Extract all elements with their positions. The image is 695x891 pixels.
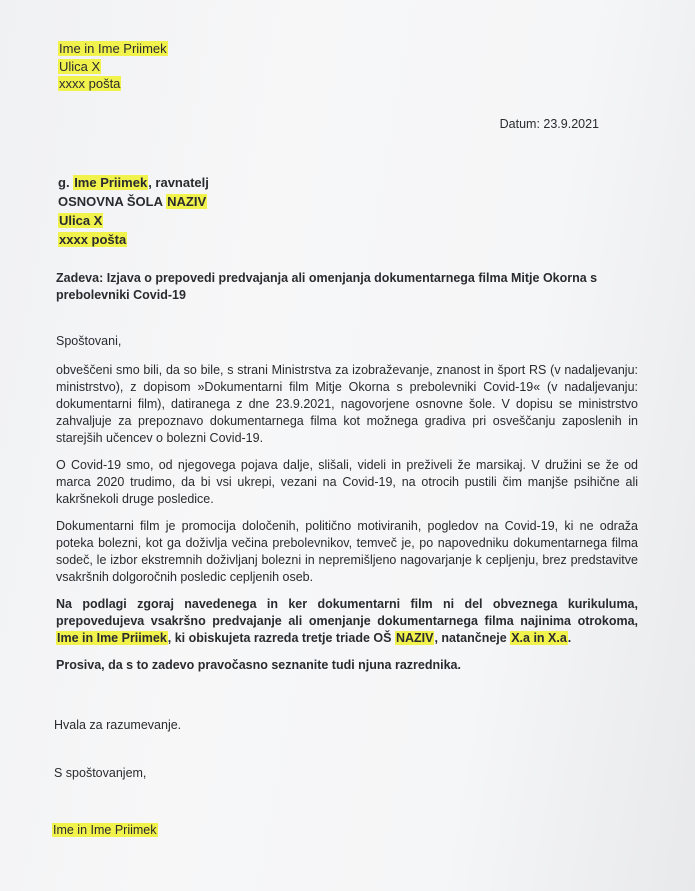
letter-subject: Zadeva: Izjava o prepovedi predvajanja ali omenjanja dokumentarnega filma Mitje Okorna s prebolevniki Covid-19 <box>56 271 598 302</box>
statement-paragraph <box>56 596 638 647</box>
sender-post: xxxx pošta <box>59 76 121 91</box>
sender-street: Ulica X <box>59 58 101 74</box>
recipient-post: xxxx pošta <box>59 232 127 247</box>
request-paragraph: Prosiva, da s to zadevo pravočasno seznanite tudi njuna razrednika. <box>56 658 461 672</box>
greeting: Spoštovani, <box>56 334 122 348</box>
paragraph-3: Dokumentarni film je promocija določenih, politično motiviranih, pogledov na Covid-19, ki ne odraža poteka bolezni, kot ga doživlja večina prebolevnikov, temveč je, po napovedniku dokumentarnega filma sodeč, le izbor ekstremnih doživljanj bolezni in nepremišljeno nagovarjanje k cepljenju, brez predstavitve vsakršnih dolgoročnih posledic cepljenih oseb. <box>56 519 638 584</box>
paragraph-2: O Covid-19 smo, od njegovega pojava dalje, slišali, videli in preživeli že marsikaj. V družini se že od marca 2020 trudimo, da bi vsi ukrepi, vezani na Covid-19, na otrocih pustili čim manjše psihične ali kakršnekoli druge posledice. <box>56 458 638 506</box>
statement-school-name: NAZIV <box>395 631 434 645</box>
letter-body <box>56 333 638 684</box>
recipient-title: , ravnatelj <box>148 175 209 190</box>
statement-part-4: . <box>567 631 572 645</box>
signature <box>52 823 158 837</box>
recipient-name: Ime Priimek <box>74 175 148 190</box>
recipient-school-prefix: OSNOVNA ŠOLA <box>58 194 163 209</box>
sender-address <box>58 40 168 93</box>
recipient-address <box>58 173 209 249</box>
paragraph-1: obveščeni smo bili, da so bile, s strani Ministrstva za izobraževanje, znanost in šport RS (v nadaljevanju: ministrstvo), z dopisom »Dokumentarni film Mitje Okorna s prebolevniki Covid-19« (v nadaljevanju: dokumentarni film), datiranega z dne 23.9.2021, nagovorjene osnovne šole. V dopisu se ministrstvo zahvaljuje za prepoznavo dokumentarnega filma kot možnega gradiva pri osveščanju zaposlenih in starejših učencev o bolezni Covid-19. <box>56 363 638 445</box>
letter-date: Datum: 23.9.2021 <box>499 117 599 131</box>
statement-part-1: Na podlagi zgoraj navedenega in ker dokumentarni film ni del obveznega kurikuluma, prepovedujeva vsakršno predvajanje ali omenjanje dokumentarnega filma najinima otrokoma, <box>56 597 638 628</box>
statement-part-3: , natančneje <box>434 631 507 645</box>
statement-part-2: , ki obiskujeta razreda tretje triade OŠ <box>167 631 392 645</box>
statement-classes: X.a in X.a <box>511 631 567 645</box>
recipient-prefix: g. <box>58 175 70 190</box>
signature-name: Ime in Ime Priimek <box>53 823 157 837</box>
statement-children-names: Ime in Ime Priimek <box>57 631 167 645</box>
regards-line: S spoštovanjem, <box>54 766 147 780</box>
sender-name: Ime in Ime Priimek <box>59 41 167 56</box>
recipient-school-name: NAZIV <box>167 194 207 209</box>
thanks-line: Hvala za razumevanje. <box>54 718 182 732</box>
recipient-street: Ulica X <box>59 213 103 228</box>
